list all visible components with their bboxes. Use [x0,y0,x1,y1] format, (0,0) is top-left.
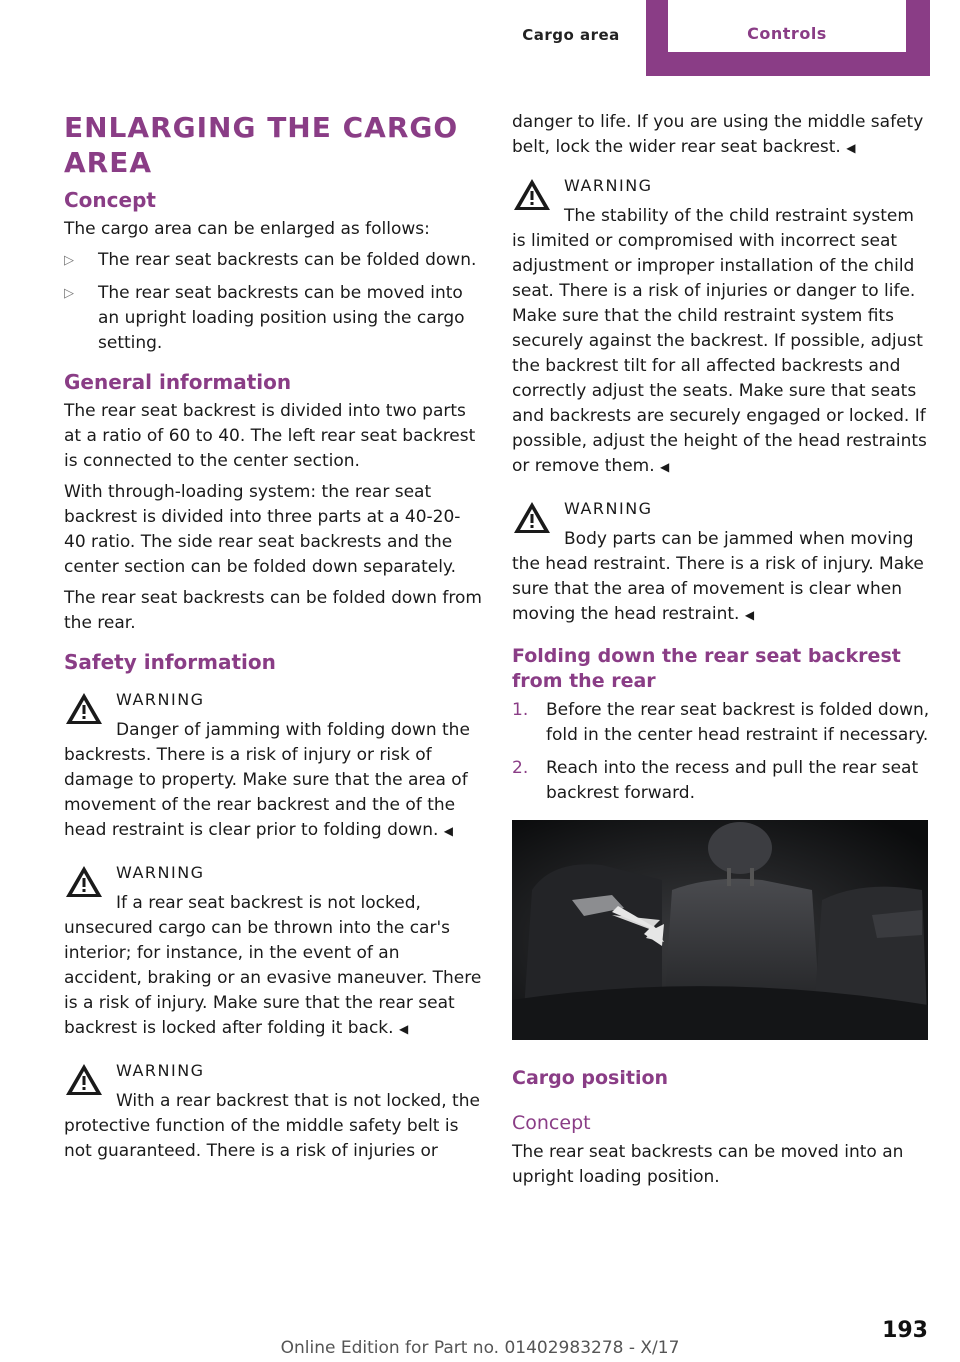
warning-text: The stability of the child restraint system is limited or compromised with incorrect seat adjustment or improper installation of the child seat. There is a risk of injuries or danger to life. Make sure that the child restraint system fits securely against the backrest. If possible, adjust the backrest tilt for all affected backrests and correctly adjust the seats. Make sure that seats and backrests are securely engaged or locked. If possible, adjust the height of the head restraints or remove them. [512,206,927,476]
warning-block [64,1058,482,1164]
general-heading: General information [64,370,292,394]
page-title: ENLARGING THE CARGO AREA [64,111,459,179]
warning-text: If a rear seat backrest is not locked, unsecured cargo can be thrown into the car's interior; for instance, in the event of an accident, braking or an evasive maneuver. There is a risk of injury. Make sure that the rear seat backrest is locked after folding it back. [64,893,482,1038]
page-footer [0,1318,960,1362]
warning-icon [64,1062,104,1098]
general-paragraph: With through-loading system: the rear seat backrest is divided into three parts at a 40-20-40 ratio. The side rear seat backrests and the center section can be folded down separately. [64,482,461,577]
cargo-concept-heading: Concept [512,1112,591,1134]
list-item [64,281,482,356]
warning-icon [64,864,104,900]
warning-icon [512,177,552,213]
right-column [512,110,930,1196]
warning-block [64,687,482,844]
cargo-heading: Cargo position [512,1067,669,1089]
warning-text: With a rear backrest that is not locked, the protective function of the middle safety belt is not guaranteed. There is a risk of injuries or [64,1091,480,1161]
continued-text: danger to life. If you are using the middle safety belt, lock the wider rear seat backrest. [512,112,924,157]
step-text: Before the rear seat backrest is folded down, fold in the center head restraint if necessary. [546,700,930,745]
end-mark: ◀ [398,1022,409,1036]
step-item [512,756,930,806]
end-mark: ◀ [744,608,755,622]
page-header [0,0,960,76]
warning-text: Danger of jamming with folding down the backrests. There is a risk of injury or risk of damage to property. Make sure that the area of movement of the rear backrest and the of the head restraint is clear prior to folding down. [64,720,470,840]
list-item-text: The rear seat backrests can be folded down. [98,250,477,270]
end-mark: ◀ [846,141,856,155]
concept-intro: The cargo area can be enlarged as follows: [64,219,430,239]
warning-block [512,173,930,480]
safety-heading: Safety information [64,650,276,674]
step-item [512,698,930,748]
warning-block [64,860,482,1042]
general-paragraph: The rear seat backrests can be folded down from the rear. [64,588,482,633]
step-text: Reach into the recess and pull the rear seat backrest forward. [546,758,919,803]
warning-icon [64,691,104,727]
list-item-text: The rear seat backrests can be moved into an upright loading position using the cargo setting. [98,283,465,353]
end-mark: ◀ [660,460,670,474]
chapter-label: Controls [747,24,827,43]
concept-heading: Concept [64,188,156,212]
warning-label: WARNING [116,863,205,882]
warning-block [512,496,930,628]
warning-icon [512,500,552,536]
folding-heading: Folding down the rear seat backrest from the rear [512,645,901,692]
rear-seat-photo [512,820,928,1040]
bullet-marker: ▷ [64,286,74,301]
section-label: Cargo area [522,26,620,44]
left-column [64,110,482,1180]
warning-label: WARNING [564,176,653,195]
end-mark: ◀ [443,824,454,838]
rear-seat-illustration [512,820,928,1040]
general-paragraph: The rear seat backrest is divided into two parts at a ratio of 60 to 40. The left rear seat backrest is connected to the center section. [64,401,476,471]
page-number: 193 [882,1318,928,1343]
step-number: 1. [512,700,529,720]
step-number: 2. [512,758,529,778]
edition-note: Online Edition for Part no. 01402983278 - X/17 [280,1338,680,1358]
warning-text: Body parts can be jammed when moving the head restraint. There is a risk of injury. Make sure that the area of movement is clear when moving the head restraint. [512,529,924,624]
bullet-marker: ▷ [64,253,74,268]
warning-label: WARNING [116,690,205,709]
warning-label: WARNING [564,499,653,518]
list-item [64,248,482,273]
concept-list [64,248,482,356]
steps-list [512,698,930,806]
cargo-concept-text: The rear seat backrests can be moved into an upright loading position. [512,1142,904,1187]
warning-label: WARNING [116,1061,205,1080]
